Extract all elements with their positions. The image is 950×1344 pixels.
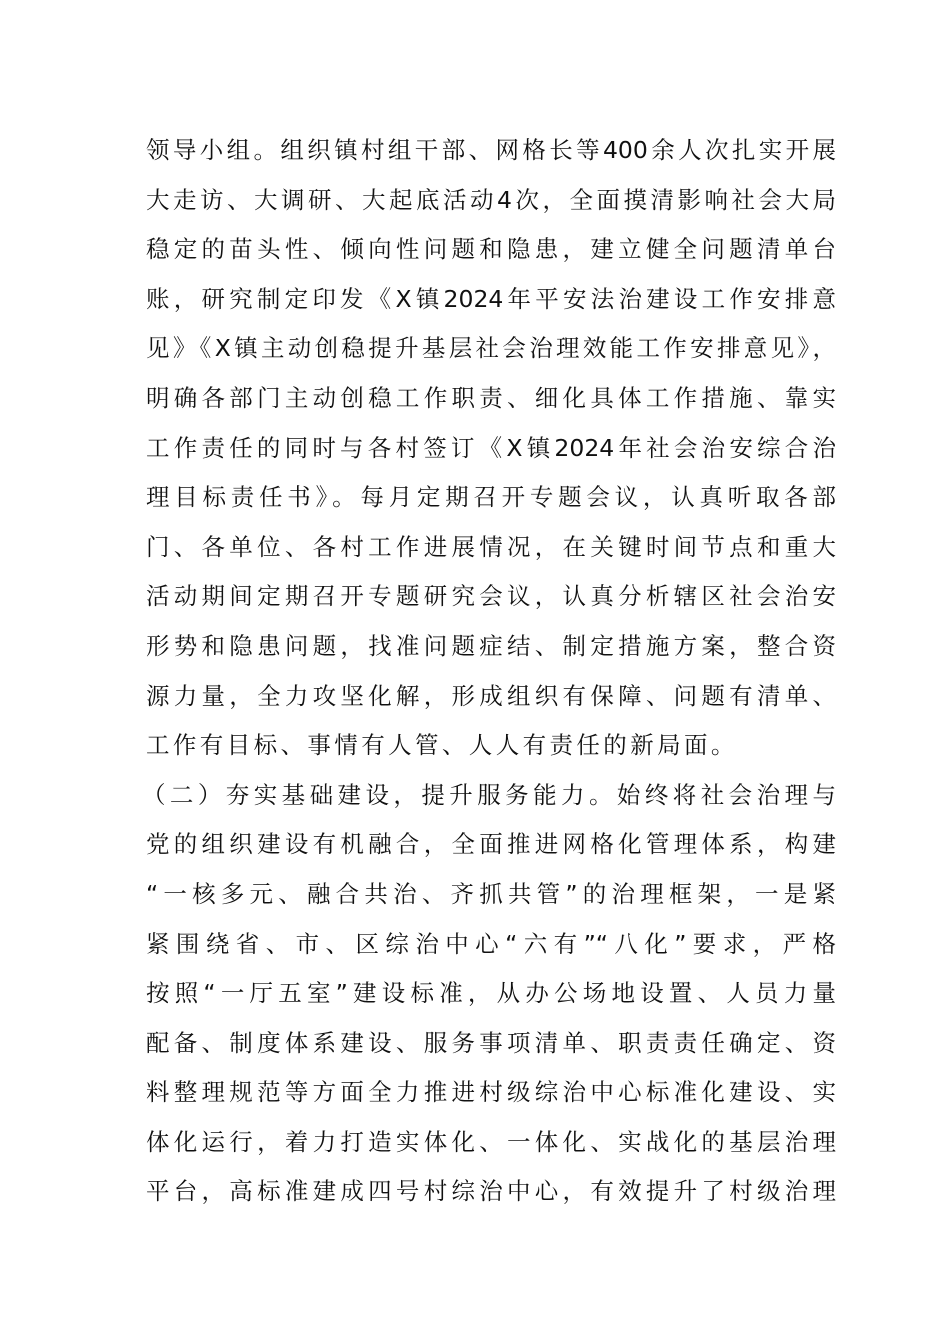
text-line: 大走访、大调研、大起底活动4次，全面摸清影响社会大局 <box>146 185 836 214</box>
paragraph-leadership <box>146 126 836 771</box>
text-line: 源力量，全力攻坚化解，形成组织有保障、问题有清单、 <box>146 681 836 710</box>
text-line: 体化运行，着力打造实体化、一体化、实战化的基层治理 <box>146 1127 836 1156</box>
text-line: “一核多元、融合共治、齐抓共管”的治理框架，一是紧 <box>146 879 836 908</box>
text-line: 平台，高标准建成四号村综治中心，有效提升了村级治理 <box>146 1177 836 1206</box>
section-heading-line: （二）夯实基础建设，提升服务能力。始终将社会治理与 <box>142 780 836 809</box>
text-line: 工作有目标、事情有人管、人人有责任的新局面。 <box>146 731 738 760</box>
text-line: 理目标责任书》。每月定期召开专题会议，认真听取各部 <box>146 483 836 512</box>
text-line: 紧围绕省、市、区综治中心“六有”“八化”要求，严格 <box>146 929 836 958</box>
text-line: 工作责任的同时与各村签订《X镇2024年社会治安综合治 <box>146 433 836 462</box>
text-line: 按照“一厅五室”建设标准，从办公场地设置、人员力量 <box>146 979 836 1008</box>
text-line: 见》《X镇主动创稳提升基层社会治理效能工作安排意见》， <box>146 334 836 363</box>
text-line: 配备、制度体系建设、服务事项清单、职责责任确定、资 <box>146 1028 836 1057</box>
text-line: 党的组织建设有机融合，全面推进网格化管理体系，构建 <box>146 830 836 859</box>
text-line: 稳定的苗头性、倾向性问题和隐患，建立健全问题清单台 <box>146 235 836 264</box>
text-line: 明确各部门主动创稳工作职责、细化具体工作措施、靠实 <box>146 383 836 412</box>
body-text <box>142 126 836 1217</box>
text-line: 料整理规范等方面全力推进村级综治中心标准化建设、实 <box>146 1078 836 1107</box>
text-line: 门、各单位、各村工作进展情况，在关键时间节点和重大 <box>146 532 836 561</box>
text-line: 活动期间定期召开专题研究会议，认真分析辖区社会治安 <box>146 582 836 611</box>
paragraph-foundation <box>142 771 836 1217</box>
text-line: 领导小组。组织镇村组干部、网格长等400余人次扎实开展 <box>146 136 836 164</box>
text-line: 形势和隐患问题，找准问题症结、制定措施方案，整合资 <box>146 631 836 660</box>
text-line: 账，研究制定印发《X镇2024年平安法治建设工作安排意 <box>146 284 836 313</box>
